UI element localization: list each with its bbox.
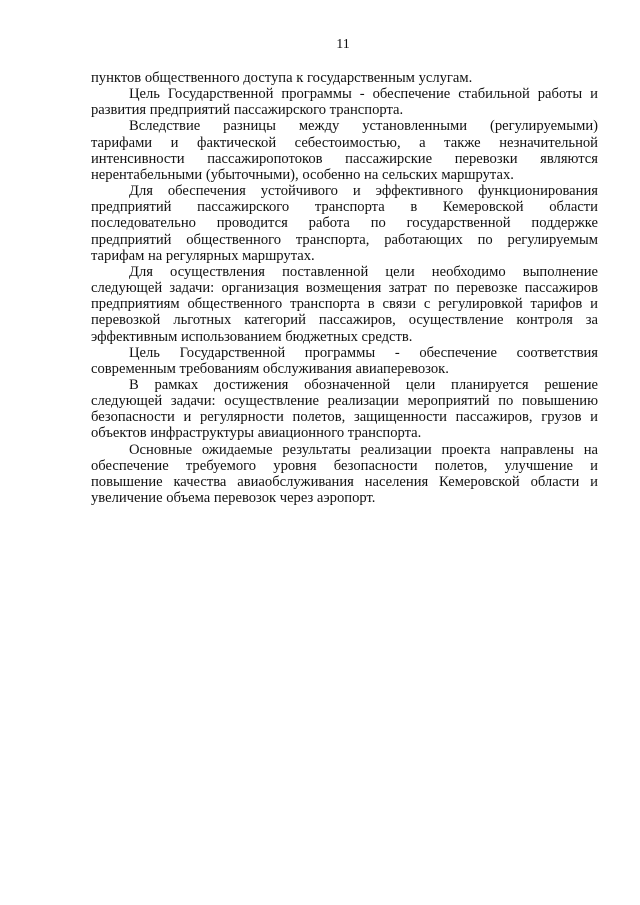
page-number: 11 [336, 37, 350, 52]
text-line: Для осуществления поставленной цели необходимо выполнение [129, 263, 598, 280]
paragraph [91, 377, 598, 442]
text-line: объектов инфраструктуры авиационного транспорта. [91, 425, 422, 442]
paragraph [91, 442, 598, 507]
text-line: повышение качества авиаобслуживания населения Кемеровской области и [91, 473, 598, 490]
text-line: последовательно проводится работа по государственной поддержке [91, 215, 598, 232]
text-line: тарифам на регулярных маршрутах. [91, 247, 315, 264]
text-line: предприятий пассажирского транспорта в Кемеровской области [91, 199, 598, 216]
paragraph [91, 264, 598, 345]
text-line: увеличение объема перевозок через аэропорт. [91, 490, 376, 507]
text-line: безопасности и регулярности полетов, защищенности пассажиров, грузов и [91, 409, 598, 426]
text-line: развития предприятий пассажирского транспорта. [91, 102, 404, 119]
document-body [91, 70, 598, 506]
paragraph [91, 183, 598, 264]
text-line: тарифами и фактической себестоимостью, а также незначительной [91, 134, 598, 151]
paragraph [91, 70, 598, 86]
text-line: нерентабельными (убыточными), особенно на сельских маршрутах. [91, 166, 514, 183]
paragraph [91, 86, 598, 118]
text-line: Вследствие разницы между установленными (регулируемыми) [129, 118, 598, 135]
text-line: пунктов общественного доступа к государственным услугам. [91, 70, 473, 86]
paragraph [91, 345, 598, 377]
paragraph [91, 118, 598, 183]
text-line: предприятиям общественного транспорта в связи с регулировкой тарифов и [91, 296, 598, 313]
text-line: Цель Государственной программы - обеспечение соответствия [129, 344, 598, 361]
text-line: следующей задачи: осуществление реализации мероприятий по повышению [91, 393, 598, 410]
text-line: Цель Государственной программы - обеспечение стабильной работы и [129, 86, 598, 103]
text-line: перевозкой льготных категорий пассажиров, осуществление контроля за [91, 312, 598, 329]
text-line: следующей задачи: организация возмещения затрат по перевозке пассажиров [91, 280, 598, 297]
text-line: эффективным использованием бюджетных средств. [91, 328, 413, 345]
text-line: Для обеспечения устойчивого и эффективного функционирования [129, 183, 598, 200]
text-line: обеспечение требуемого уровня безопасности полетов, улучшение и [91, 457, 598, 474]
text-line: интенсивности пассажиропотоков пассажирские перевозки являются [91, 150, 598, 167]
text-line: современным требованиям обслуживания авиаперевозок. [91, 360, 449, 377]
text-line: В рамках достижения обозначенной цели планируется решение [129, 376, 598, 393]
text-line: Основные ожидаемые результаты реализации проекта направлены на [129, 441, 598, 458]
text-line: предприятий общественного транспорта, работающих по регулируемым [91, 231, 598, 248]
